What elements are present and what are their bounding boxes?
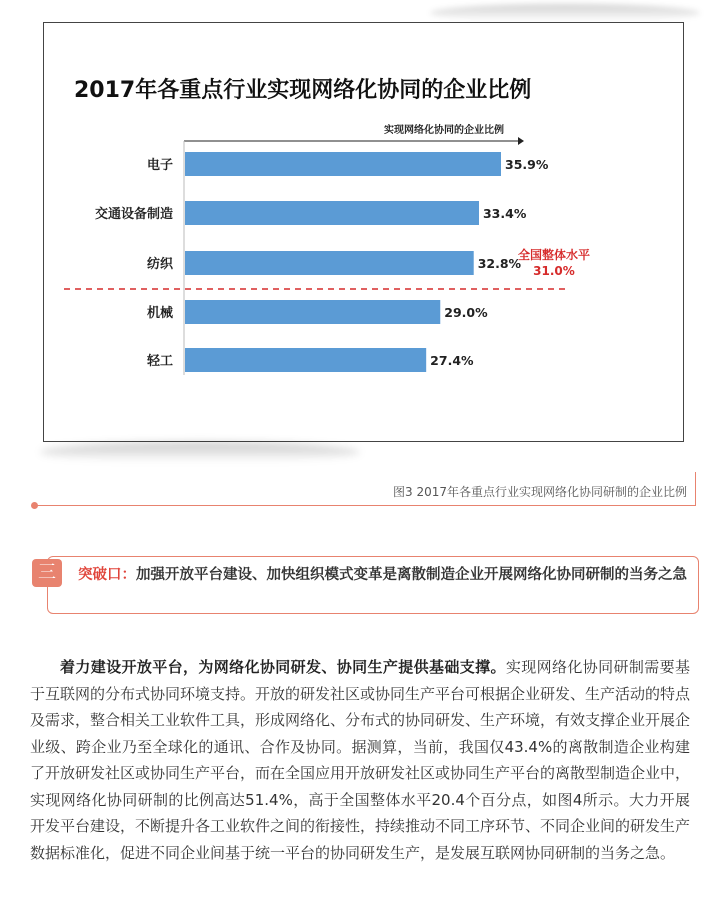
breakthrough-heading: 加强开放平台建设、加快组织模式变革是离散制造企业开展网络化协同研制的当务之急 xyxy=(136,567,687,583)
chart-title: 2017年各重点行业实现网络化协同的企业比例 xyxy=(74,78,532,103)
bar-5 xyxy=(185,348,426,372)
breakthrough-label: 突破口： xyxy=(78,567,136,583)
caption-tick xyxy=(695,472,696,506)
paragraph-lead: 着力建设开放平台，为网络化协同研发、协同生产提供基础支撑。 xyxy=(60,658,506,676)
chart-figure xyxy=(43,22,684,442)
figure-shadow-bottom xyxy=(40,442,360,462)
bar-1 xyxy=(185,152,501,176)
figure-shadow-top xyxy=(430,4,700,22)
value-label-3: 32.8% xyxy=(477,256,522,271)
reference-value-label: 31.0% xyxy=(533,264,575,278)
reference-label: 全国整体水平 xyxy=(517,248,591,262)
bar-3 xyxy=(185,251,474,275)
bar-chart xyxy=(44,23,685,443)
value-label-2: 33.4% xyxy=(482,206,527,221)
bar-4 xyxy=(185,300,440,324)
category-label-2: 交通设备制造 xyxy=(94,207,173,222)
value-label-4: 29.0% xyxy=(444,305,488,320)
axis-caption-arrow-head xyxy=(518,137,524,145)
paragraph-body: 实现网络化协同研制需要基于互联网的分布式协同环境支持。开放的研发社区或协同生产平台可根据企业研发、生产活动的特点及需求，整合相关工业软件工具，形成网络化、分布式的协同研发、生产环境，有效支撑企业开展企业级、跨企业乃至全球化的通讯、合作及协同。据测算，当前，我国仅43.4%的离散制造企业构建了开放研发社区或协同生产平台，而在全国应用开放研发社区或协同生产平台的离散型制造企业中，实现网络化协同研制的比例高达51.4%，高于全国整体水平20.4个百分点，如图4所示。大力开展开发平台建设，不断提升各工业软件之间的衔接性，持续推动不同工序环节、不同企业间的研发生产数据标准化，促进不同企业间基于统一平台的协同研发生产，是发展互联网协同研制的当务之急。 xyxy=(30,658,691,862)
figure-caption: 图3 2017年各重点行业实现网络化协同研制的企业比例 xyxy=(393,485,687,499)
category-label-4: 机械 xyxy=(146,306,173,321)
caption-underline xyxy=(34,505,696,506)
value-label-5: 27.4% xyxy=(430,353,474,368)
category-label-3: 纺织 xyxy=(146,257,173,272)
bar-2 xyxy=(185,201,479,225)
category-label-5: 轻工 xyxy=(146,354,173,369)
caption-dot xyxy=(31,502,38,509)
axis-caption: 实现网络化协同的企业比例 xyxy=(384,125,504,136)
section-number-badge: 三 xyxy=(32,559,62,587)
value-label-1: 35.9% xyxy=(505,157,549,172)
breakthrough-text xyxy=(78,562,690,588)
body-paragraph xyxy=(30,654,690,866)
category-label-1: 电子 xyxy=(146,158,173,173)
